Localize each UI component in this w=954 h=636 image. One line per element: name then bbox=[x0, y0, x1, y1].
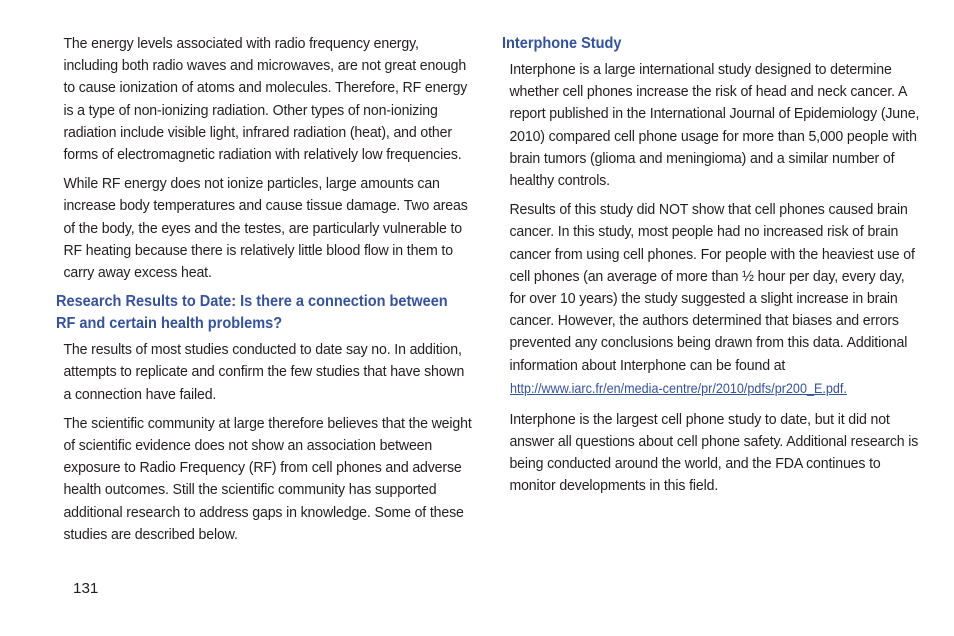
right-column bbox=[502, 33, 920, 505]
link-container bbox=[502, 377, 914, 399]
paragraph-interphone-intro: Interphone is a large international study designed to determine whether cell phones increase the risk of head and neck cancer. A report published in the International Journal of Epidemiology (June, 2010) compared cell phone usage for more than 5,000 people with brain tumors (glioma and meningioma) and a similar number of healthy controls. bbox=[509, 61, 920, 190]
paragraph-interphone-results: Results of this study did NOT show that cell phones caused brain cancer. In this study, most people had no increased risk of brain cancer from using cell phones. For people with the heaviest use of cell phones (an average of more than ½ hour per day, every day, for over 10 years) the study suggested a slight increase in brain cancer. However, the authors determined that biases and errors prevented any conclusions being drawn from this data. Additional information about Interphone can be found at bbox=[509, 201, 915, 374]
paragraph-scientific-community: The scientific community at large therefore believes that the weight of scientific evidence does not show an association between exposure to Radio Frequency (RF) from cell phones and adverse health outcomes. Still the scientific community has supported additional research to address gaps in knowledge. Some of these studies are described below. bbox=[63, 414, 472, 543]
heading-research-results: Research Results to Date: Is there a connection between RF and certain health problems? bbox=[56, 293, 448, 333]
page-number: 131 bbox=[73, 580, 99, 597]
paragraph-rf-energy-levels: The energy levels associated with radio frequency energy, including both radio waves and microwaves, are not great enough to cause ionization of atoms and molecules. Therefore, RF energy is a type of non-ionizing radiation. Other types of non-ionizing radiation include visible light, infrared radiation (heat), and other forms of electromagnetic radiation with relatively low frequencies. bbox=[63, 35, 468, 164]
iarc-link[interactable]: http://www.iarc.fr/en/media-centre/pr/2010/pdfs/pr200_E.pdf. bbox=[510, 379, 847, 396]
left-column bbox=[56, 33, 472, 553]
heading-interphone-study: Interphone Study bbox=[502, 35, 622, 52]
paragraph-interphone-conclusion: Interphone is the largest cell phone study to date, but it did not answer all questions about cell phone safety. Additional research is being conducted around the world, and the FDA continues to monitor developments in this field. bbox=[509, 410, 919, 495]
paragraph-study-results: The results of most studies conducted to date say no. In addition, attempts to replicate and confirm the few studies that have shown a connection have failed. bbox=[63, 341, 465, 403]
paragraph-rf-heating: While RF energy does not ionize particles, large amounts can increase body temperatures and cause tissue damage. Two areas of the body, the eyes and the testes, are particularly vulnerable to RF heating because there is relatively little blood flow in them to carry away excess heat. bbox=[63, 175, 468, 282]
